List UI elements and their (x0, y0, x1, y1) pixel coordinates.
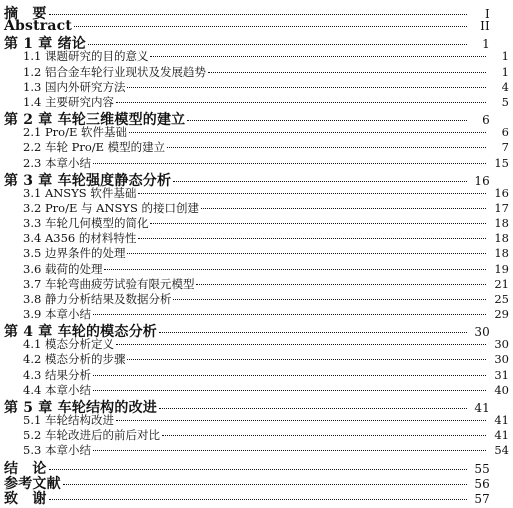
dot-leader (196, 284, 486, 285)
toc-entry-page-number: 29 (494, 307, 509, 321)
dot-leader (150, 56, 486, 57)
toc-entry-page-number: 41 (494, 413, 509, 428)
dot-leader (93, 450, 486, 451)
dot-leader (159, 408, 467, 409)
toc-entry-title: 第 4 章 车轮的模态分析 (4, 324, 157, 341)
dot-leader (49, 14, 467, 15)
toc-entry-page-number: 1 (501, 64, 509, 79)
dot-leader (173, 181, 467, 182)
toc-entry-title: 4.2 模态分析的步骤 (23, 352, 126, 367)
toc-entry-page-number: 18 (494, 216, 509, 231)
toc-entry-page-number: 19 (494, 261, 509, 276)
toc-entry-title: 参考文献 (4, 475, 61, 492)
toc-entry-page-number: 41 (474, 400, 490, 415)
dot-leader (116, 102, 486, 103)
toc-section-entry[interactable] (0, 185, 513, 200)
toc-entry-title: 摘 要 (4, 6, 47, 22)
toc-entry-page-number: 18 (494, 246, 509, 261)
toc-entry-page-number: 1 (482, 37, 490, 52)
toc-entry-title: 1.1 课题研究的目的意义 (23, 49, 149, 64)
toc-section-entry[interactable] (0, 215, 513, 230)
toc-chapter-entry[interactable] (0, 109, 494, 129)
toc-chapter-entry[interactable] (0, 170, 494, 189)
toc-section-entry[interactable] (0, 139, 513, 154)
toc-entry-page-number: 30 (474, 325, 490, 340)
toc-entry-title: 1.3 国内外研究方法 (23, 79, 126, 94)
dot-leader (127, 359, 486, 360)
toc-entry-page-number: 6 (482, 113, 490, 128)
toc-entry-title: 第 3 章 车轮强度静态分析 (4, 172, 172, 189)
dot-leader (150, 223, 486, 224)
dot-leader (138, 238, 486, 239)
toc-section-entry[interactable] (0, 367, 513, 382)
dot-leader (104, 269, 486, 270)
dot-leader (49, 499, 467, 500)
toc-section-entry[interactable] (0, 48, 513, 63)
toc-entry-title: 3.7 车轮弯曲疲劳试验有限元模型 (23, 276, 195, 291)
toc-entry-title: 第 2 章 车轮三维模型的建立 (4, 112, 186, 129)
toc-chapter-entry[interactable] (0, 458, 494, 477)
dot-leader (93, 390, 486, 391)
toc-entry-title: 5.2 车轮改进后的前后对比 (23, 428, 160, 443)
toc-entry-title: 3.8 静力分析结果及数据分析 (23, 291, 172, 306)
dot-leader (116, 344, 486, 345)
toc-section-entry[interactable] (0, 412, 513, 427)
toc-section-entry[interactable] (0, 276, 513, 291)
toc-section-entry[interactable] (0, 427, 513, 442)
toc-section-entry[interactable] (0, 442, 513, 457)
dot-leader (127, 87, 486, 88)
dot-leader (74, 26, 467, 27)
toc-section-entry[interactable] (0, 261, 513, 276)
toc-chapter-entry[interactable] (0, 18, 494, 33)
toc-entry-title: 3.6 载荷的处理 (23, 261, 103, 276)
toc-section-entry[interactable] (0, 64, 513, 79)
toc-entry-title: 5.1 车轮结构改进 (23, 413, 114, 428)
dot-leader (173, 299, 486, 300)
dot-leader (93, 314, 486, 315)
toc-entry-page-number: 30 (494, 352, 509, 367)
toc-entry-title: 4.4 本章小结 (23, 382, 91, 397)
dot-leader (187, 120, 467, 121)
toc-entry-title: 3.5 边界条件的处理 (23, 246, 126, 261)
toc-entry-page-number: 40 (494, 382, 509, 397)
dot-leader (162, 435, 486, 436)
dot-leader (49, 469, 467, 470)
toc-entry-title: 3.1 ANSYS 软件基础 (23, 185, 137, 200)
toc-section-entry[interactable] (0, 382, 513, 397)
dot-leader (129, 132, 486, 133)
toc-chapter-entry[interactable] (0, 33, 494, 53)
toc-entry-page-number: 41 (494, 428, 509, 443)
toc-entry-page-number: 16 (474, 173, 490, 188)
dot-leader (167, 147, 486, 148)
toc-entry-page-number: 25 (494, 291, 509, 306)
toc-entry-page-number: 21 (494, 276, 509, 291)
dot-leader (201, 208, 486, 209)
toc-entry-page-number: 15 (494, 155, 509, 170)
toc-entry-page-number: 17 (494, 200, 509, 215)
toc-section-entry[interactable] (0, 155, 513, 170)
toc-entry-title: 2.3 本章小结 (23, 155, 91, 170)
toc-entry-title: 第 1 章 绪论 (4, 36, 86, 53)
toc-entry-title: 4.3 结果分析 (23, 367, 91, 382)
dot-leader (93, 163, 486, 164)
toc-section-entry[interactable] (0, 94, 513, 109)
toc-chapter-entry[interactable] (0, 397, 494, 416)
toc-entry-title: 3.2 Pro/E 与 ANSYS 的接口创建 (23, 200, 200, 215)
toc-section-entry[interactable] (0, 124, 513, 139)
dot-leader (63, 484, 467, 485)
toc-chapter-entry[interactable] (0, 321, 494, 341)
dot-leader (127, 253, 486, 254)
toc-section-entry[interactable] (0, 200, 513, 215)
toc-entry-title: 3.3 车轮几何模型的简化 (23, 216, 149, 231)
toc-entry-page-number: 54 (494, 443, 509, 458)
toc-entry-page-number: 1 (501, 49, 509, 64)
toc-entry-page-number: 31 (494, 367, 509, 382)
toc-entry-title: 2.1 Pro/E 软件基础 (23, 125, 128, 140)
toc-entry-page-number: 16 (494, 185, 509, 200)
toc-entry-title: 致 谢 (4, 490, 47, 507)
toc-entry-title: 第 5 章 车轮结构的改进 (4, 399, 157, 416)
toc-section-entry[interactable] (0, 230, 513, 245)
toc-entry-page-number: 4 (501, 79, 509, 94)
dot-leader (93, 375, 486, 376)
dot-leader (159, 332, 467, 333)
toc-entry-title: 2.2 车轮 Pro/E 模型的建立 (23, 140, 166, 155)
toc-chapter-entry[interactable] (0, 3, 494, 22)
toc-entry-title: 结 论 (4, 460, 47, 477)
toc-section-entry[interactable] (0, 245, 513, 260)
toc-entry-page-number: 55 (474, 461, 490, 476)
toc-section-entry[interactable] (0, 306, 513, 321)
toc-entry-page-number: 57 (474, 491, 490, 506)
toc-entry-title: 5.3 本章小结 (23, 443, 91, 458)
toc-entry-title: 1.4 主要研究内容 (23, 94, 114, 109)
dot-leader (88, 44, 467, 45)
toc-entry-page-number: 7 (501, 140, 509, 155)
toc-entry-title: 1.2 铝合金车轮行业现状及发展趋势 (23, 64, 206, 79)
dot-leader (208, 72, 486, 73)
dot-leader (138, 193, 486, 194)
toc-section-entry[interactable] (0, 351, 513, 366)
toc-entry-page-number: 6 (501, 125, 509, 140)
toc-section-entry[interactable] (0, 79, 513, 94)
toc-entry-title: 3.4 A356 的材料特性 (23, 231, 137, 246)
dot-leader (116, 420, 486, 421)
toc-entry-page-number: 30 (494, 337, 509, 352)
toc-entry-page-number: I (485, 7, 490, 21)
toc-chapter-entry[interactable] (0, 488, 494, 507)
toc-entry-page-number: 5 (501, 94, 509, 109)
toc-entry-title: Abstract (4, 18, 73, 35)
toc-entry-page-number: 56 (474, 476, 490, 491)
toc-entry-page-number: 18 (494, 231, 509, 246)
toc-section-entry[interactable] (0, 291, 513, 306)
toc-entry-page-number: II (480, 19, 490, 34)
toc-chapter-entry[interactable] (0, 473, 494, 492)
toc-entry-title: 4.1 模态分析定义 (23, 337, 114, 352)
toc-section-entry[interactable] (0, 336, 513, 351)
toc-entry-title: 3.9 本章小结 (23, 307, 91, 321)
